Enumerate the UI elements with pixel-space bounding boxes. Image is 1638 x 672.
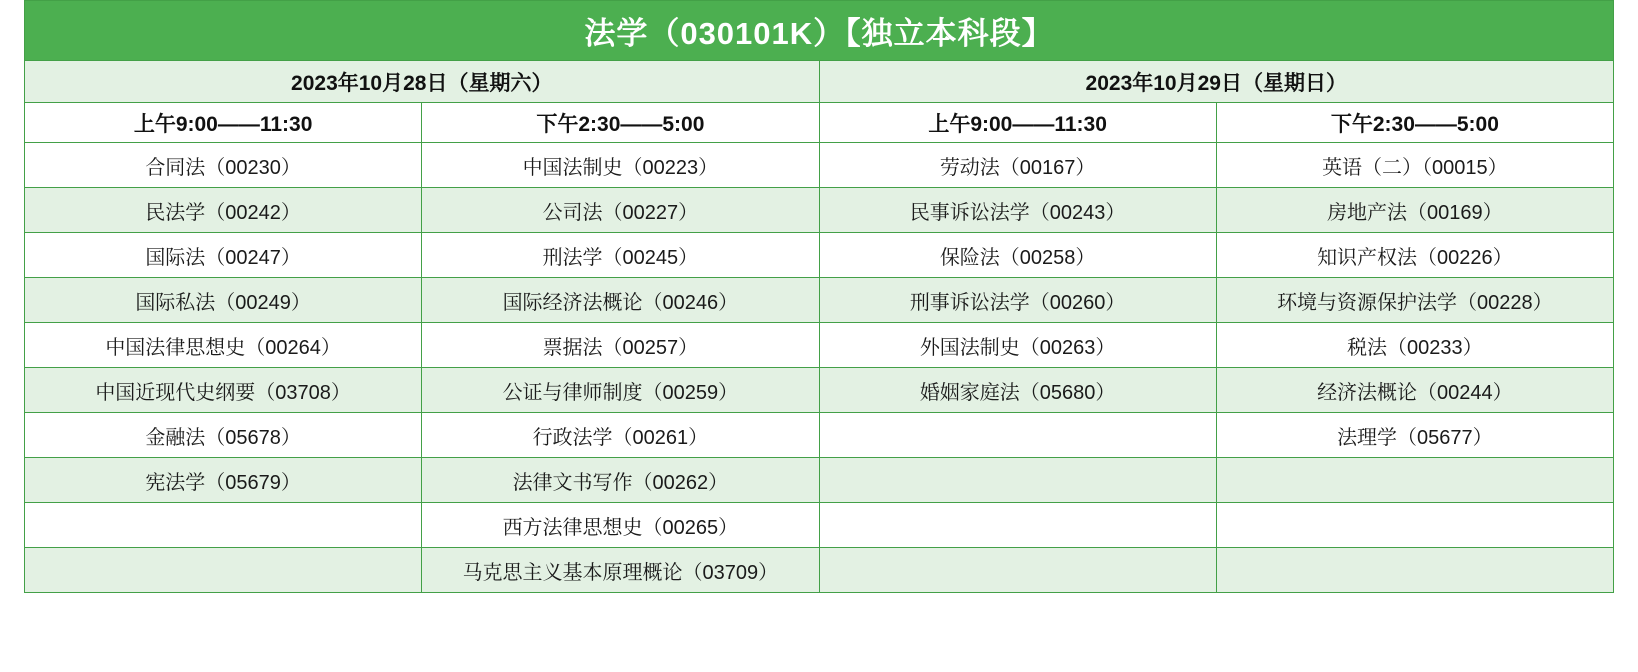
- course-cell: 合同法（00230）: [25, 143, 422, 188]
- session-header-sun-morning: 上午9:00——11:30: [819, 103, 1216, 143]
- table-row: [25, 143, 1614, 188]
- table-row: [25, 548, 1614, 593]
- course-cell: 国际私法（00249）: [25, 278, 422, 323]
- table-row: [25, 413, 1614, 458]
- course-cell: 保险法（00258）: [819, 233, 1216, 278]
- session-header-row: [25, 103, 1614, 143]
- course-cell: 公证与律师制度（00259）: [422, 368, 819, 413]
- table-row: [25, 368, 1614, 413]
- course-cell: 票据法（00257）: [422, 323, 819, 368]
- course-cell: 经济法概论（00244）: [1216, 368, 1613, 413]
- course-cell: [819, 458, 1216, 503]
- course-cell: 中国法制史（00223）: [422, 143, 819, 188]
- table-row: [25, 233, 1614, 278]
- course-cell: [819, 503, 1216, 548]
- course-cell: 民法学（00242）: [25, 188, 422, 233]
- course-cell: [1216, 548, 1613, 593]
- course-cell: [1216, 458, 1613, 503]
- session-header-sun-afternoon: 下午2:30——5:00: [1216, 103, 1613, 143]
- course-cell: 西方法律思想史（00265）: [422, 503, 819, 548]
- session-header-sat-afternoon: 下午2:30——5:00: [422, 103, 819, 143]
- course-cell: 房地产法（00169）: [1216, 188, 1613, 233]
- course-cell: 金融法（05678）: [25, 413, 422, 458]
- course-cell: 英语（二）（00015）: [1216, 143, 1613, 188]
- table-row: [25, 188, 1614, 233]
- exam-schedule-table: [24, 0, 1614, 593]
- exam-schedule-sheet: [24, 0, 1614, 593]
- table-row: [25, 278, 1614, 323]
- course-cell: 婚姻家庭法（05680）: [819, 368, 1216, 413]
- table-row: [25, 503, 1614, 548]
- course-cell: 民事诉讼法学（00243）: [819, 188, 1216, 233]
- course-cell: [819, 413, 1216, 458]
- day-header-saturday: 2023年10月28日（星期六）: [25, 61, 820, 103]
- table-row: [25, 323, 1614, 368]
- course-cell: 刑法学（00245）: [422, 233, 819, 278]
- session-header-sat-morning: 上午9:00——11:30: [25, 103, 422, 143]
- day-header-row: [25, 61, 1614, 103]
- course-cell: 环境与资源保护法学（00228）: [1216, 278, 1613, 323]
- course-cell: [1216, 503, 1613, 548]
- course-cell: 宪法学（05679）: [25, 458, 422, 503]
- page-title: 法学（030101K）【独立本科段】: [25, 1, 1614, 61]
- title-row: [25, 1, 1614, 61]
- course-cell: 税法（00233）: [1216, 323, 1613, 368]
- course-cell: 劳动法（00167）: [819, 143, 1216, 188]
- course-cell: 行政法学（00261）: [422, 413, 819, 458]
- day-header-sunday: 2023年10月29日（星期日）: [819, 61, 1614, 103]
- course-cell: 国际法（00247）: [25, 233, 422, 278]
- course-cell: 刑事诉讼法学（00260）: [819, 278, 1216, 323]
- course-cell: [819, 548, 1216, 593]
- course-cell: 中国近现代史纲要（03708）: [25, 368, 422, 413]
- course-cell: 法律文书写作（00262）: [422, 458, 819, 503]
- course-cell: 知识产权法（00226）: [1216, 233, 1613, 278]
- course-cell: 公司法（00227）: [422, 188, 819, 233]
- course-cell: 法理学（05677）: [1216, 413, 1613, 458]
- course-cell: [25, 503, 422, 548]
- course-cell: 中国法律思想史（00264）: [25, 323, 422, 368]
- course-cell: [25, 548, 422, 593]
- course-cell: 马克思主义基本原理概论（03709）: [422, 548, 819, 593]
- table-row: [25, 458, 1614, 503]
- course-cell: 外国法制史（00263）: [819, 323, 1216, 368]
- course-cell: 国际经济法概论（00246）: [422, 278, 819, 323]
